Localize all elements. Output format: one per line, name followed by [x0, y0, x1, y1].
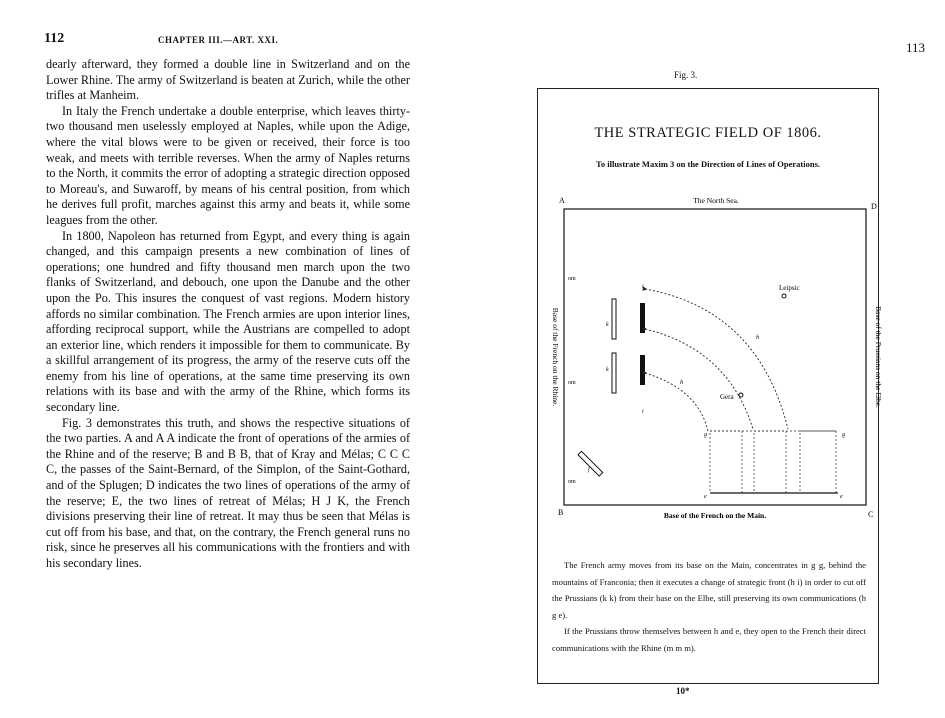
elbe-base-label: Base of the Prussians on the Elbe.	[874, 306, 883, 408]
paragraph: dearly afterward, they formed a double line in Switzerland and on the Lower Rhine. The army of Switzerland is beaten at Zurich, while the other trifles at Manheim.	[46, 57, 410, 103]
figure-frame	[537, 88, 883, 684]
letter-g: g	[842, 432, 845, 438]
letter-h: h	[680, 379, 684, 386]
letter-f: f	[588, 467, 590, 473]
paragraph: In Italy the French undertake a double enterprise, which leaves thirty-two thousand men uselessly employed at Naples, while upon the Adige, where the vital blows were to be given or received, their force is too weak, and meets with terrible reverses. When the army of Naples returns to the North, it commits the error of adopting a strategic direction opposed to Moreau's, and Suwaroff, by means of his central position, from which he derives full profit, marches against this army and beats it, while some leagues from the other.	[46, 103, 410, 227]
corner-d: D	[871, 202, 877, 211]
french-column	[640, 355, 645, 385]
letter-g: g	[704, 432, 707, 438]
line-of-operation	[645, 373, 708, 431]
line-of-operation	[645, 289, 788, 429]
gera-label: Gera	[720, 393, 734, 401]
figure-title: THE STRATEGIC FIELD OF 1806.	[594, 125, 822, 141]
body-text	[46, 57, 410, 572]
letter-e: e	[840, 494, 843, 500]
letter-h: h	[756, 334, 760, 341]
figure-caption	[552, 557, 866, 656]
signature-mark: 10*	[676, 686, 690, 696]
prussian-column	[612, 299, 616, 339]
corner-a: A	[559, 196, 565, 205]
letter-k: k	[606, 322, 609, 328]
north-sea-label: The North Sea.	[693, 196, 739, 205]
leipsic-label: Leipsic	[779, 284, 800, 292]
corner-c: C	[868, 510, 874, 519]
french-division	[710, 431, 742, 493]
letter-i: i	[642, 409, 644, 415]
running-head: CHAPTER III.—ART. XXI.	[158, 35, 279, 45]
caption-paragraph: The French army moves from its base on the Main, concentrates in g g, behind the mountains of Franconia; then it executes a change of strategic front (h i) in order to cut off the Prussians (k k) from their base on the Elbe, still preserving its own communications (h g e).	[552, 560, 866, 620]
prussian-column	[612, 353, 616, 393]
paragraph: Fig. 3 demonstrates this truth, and shows the respective situations of the two parties. A and A A indicate the front of operations of the armies of the Rhine and of the reserve; B and B B, that of Kray and Mélas; C C C C, the passes of the Saint-Bernard, of the Simplon, of the Saint-Gothard, and of the Splugen; D indicates the two lines of operations of the army of the reserve; E, the two lines of retreat of Mélas; H J K, the French divisions preserving their line of retreat. It may thus be seen that Mélas is cut off from his base, and that, on the contrary, the French general runs no risk, since he preserves all his communications with the frontiers and with his secondary lines.	[46, 415, 410, 570]
main-base-label: Base of the French on the Main.	[663, 511, 767, 520]
french-column	[640, 303, 645, 333]
letter-e: e	[704, 494, 707, 500]
corner-b: B	[558, 508, 564, 517]
leipsic-marker	[782, 294, 786, 298]
figure-subtitle: To illustrate Maxim 3 on the Direction of Lines of Operations.	[595, 159, 821, 169]
field-border	[564, 209, 866, 505]
m-label: om	[568, 479, 576, 485]
page-number-left: 112	[44, 31, 65, 46]
m-label: om	[568, 276, 576, 282]
strategic-field-diagram	[538, 89, 883, 549]
french-division	[754, 431, 786, 493]
figure-label: Fig. 3.	[674, 70, 698, 80]
letter-k: k	[606, 367, 609, 373]
right-page	[470, 0, 945, 718]
letter-i: i	[642, 284, 644, 290]
m-label: om	[568, 380, 576, 386]
gera-marker	[739, 393, 743, 397]
prussian-column-f	[578, 451, 603, 476]
caption-paragraph: If the Prussians throw themselves between h and e, they open to the French their direct communications with the Rhine (m m m).	[552, 626, 866, 653]
left-page	[0, 0, 470, 718]
page-number-right: 113	[905, 40, 925, 55]
rhine-base-label: Base of the French on the Rhine.	[551, 307, 560, 407]
french-division	[800, 431, 836, 493]
paragraph: In 1800, Napoleon has returned from Egypt, and every thing is again changed, and this campaign presents a new combination of lines of operations; one hundred and fifty thousand men march upon the two flanks of Switzerland, and debouch, one upon the Danube and the other upon the Po. This insures the conquest of vast regions. Modern history affords no similar combination. The French armies are upon interior lines, affording reciprocal support, while the Austrians are compelled to adopt an exterior line, which renders it impossible for them to communicate. By a skillful arrangement of its progress, the army of the reserve cuts off the enemy from his line of operations, at the same time preserving its own relations with its base and with the army of the Rhine, which forms its secondary line.	[46, 228, 410, 415]
